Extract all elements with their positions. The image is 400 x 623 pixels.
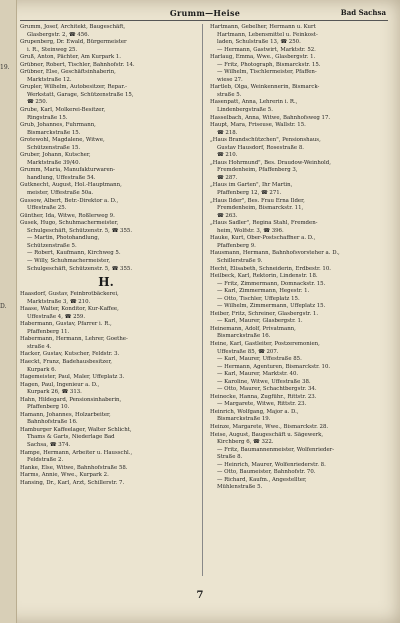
directory-entry-continuation: laden, Schulstraße 13, ☎ 250. — [217, 39, 301, 46]
directory-entry: Gusek, Hugo, Schuhmachermeister, — [20, 220, 119, 227]
directory-entry: Haasdorf, Gustav, Feinbrotbäckerei, — [20, 291, 119, 298]
directory-entry-continuation: — Martin, Photohandlung, — [27, 235, 100, 242]
directory-entry-continuation: — Karoline, Witwe, Uffestraße 38. — [217, 378, 311, 385]
directory-entry-continuation: — Willy, Schuhmachermeister, — [27, 257, 111, 264]
directory-entry: Grotewohl, Magdalene, Witwe, — [20, 137, 105, 144]
directory-entry-continuation: — Fritz, Photograph, Bismarckstr. 15. — [217, 61, 321, 68]
directory-entry: Heiber, Fritz, Schreiner, Glasbergstr. 1. — [210, 310, 319, 317]
directory-entry: Heinemann, Adolf, Privatmann, — [210, 325, 296, 332]
directory-entry-continuation: — Karl, Maurer, Marktstr. 40. — [217, 371, 299, 378]
directory-entry-continuation: Pfaffenberg 11. — [27, 328, 70, 335]
directory-entry-continuation: Kurpark 26, ☎ 313. — [27, 389, 82, 396]
directory-entry: Hampe, Hermann, Arbeiter u. Hausschl., — [20, 449, 133, 456]
directory-entry: Heilbeck, Karl, Rektorin, Lindenstr. 18. — [210, 273, 318, 280]
directory-entry: Habermann, Gustav, Pfarrer i. R., — [20, 321, 112, 328]
directory-entry-continuation: — Karl, Zimmermann, Hegestr. 1. — [217, 288, 310, 295]
directory-entry-continuation: Marktstraße 12. — [27, 76, 72, 83]
directory-entry: Gutknecht, August, Hol.-Hauptmann, — [20, 182, 122, 189]
directory-entry-continuation: Bahnhofstraße 16. — [27, 419, 78, 426]
directory-entry: Gussow, Albert, Betr.-Direktor a. D., — [20, 197, 119, 204]
left-column — [20, 24, 192, 579]
directory-entry-continuation: handlung, Uffestraße 54. — [27, 174, 96, 181]
directory-entry: Hasenpatt, Anna, Lehrerin i. R., — [210, 99, 298, 106]
directory-entry-continuation: Lindenbergstraße 5. — [217, 107, 273, 114]
directory-entry-continuation: — Karl, Maurer, Uffestraße 85. — [217, 356, 302, 363]
directory-entry-continuation: i. R., Steinweg 25. — [27, 46, 78, 53]
directory-entry-continuation: Pfaffenberg 10. — [27, 404, 70, 411]
directory-entry-continuation: — Fritz, Zimmermann, Domnackstr. 15. — [217, 280, 326, 287]
directory-entry-continuation: — Hermann, Gastwirt, Marktstr. 52. — [217, 46, 316, 53]
directory-entry: Grupler, Wilhelm, Autobesitzer, Repar.- — [20, 84, 127, 91]
directory-entry-continuation: Marktstraße 39/40. — [27, 159, 81, 166]
directory-entry-continuation: Schützenstraße 5. — [27, 242, 77, 249]
directory-entry: Gruß, Anton, Pächter, Am Kurpark 1. — [20, 54, 121, 61]
directory-entry: Hagemeister, Paul, Maler, Uffeplatz 3. — [20, 374, 125, 381]
directory-entry: Grub, Johannes, Fuhrmann, — [20, 122, 96, 129]
directory-entry-continuation: Uffestraße 4, ☎ 259. — [27, 313, 86, 320]
directory-entry-continuation: Pfaffenberg 9. — [217, 242, 256, 249]
page-number: 7 — [196, 590, 204, 601]
directory-entry: Haase, Walter, Konditor, Kur-Kaffee, — [20, 306, 119, 313]
adjacent-page-margin — [0, 0, 17, 623]
directory-entry-continuation: Bismarckstraße 15. — [27, 129, 81, 136]
directory-entry: Hamburger Kaffeelager, Walter Schlicht, — [20, 426, 132, 433]
directory-entry: „Haus Brandschützchen", Pensionshaus, — [210, 137, 321, 144]
margin-mark-1: D. — [0, 303, 7, 310]
directory-entry: Grumm, Maria, Manufakturwaren- — [20, 167, 115, 174]
directory-entry-continuation: — Richard, Kaufm., Angestellter, — [217, 476, 307, 483]
directory-entry-continuation: Thams & Garts, Niederlage Bad — [27, 434, 115, 441]
column-divider — [202, 24, 203, 576]
right-column — [210, 24, 382, 579]
directory-entry-continuation: Pfaffenberg 12, ☎ 271. — [217, 190, 282, 197]
directory-entry-continuation: Schützenstraße 15. — [27, 144, 81, 151]
directory-entry-continuation: ☎ 218. — [217, 129, 238, 136]
directory-entry: Gruber, Johann, Kutscher, — [20, 152, 91, 159]
directory-entry: Habermann, Hermann, Lehrer, Goethe- — [20, 336, 128, 343]
running-header — [20, 8, 390, 20]
directory-entry-continuation: — Otto, Tischler, Uffeplatz 15. — [217, 295, 300, 302]
directory-entry-continuation: ☎ 210. — [217, 152, 238, 159]
directory-entry-continuation: Feldstraße 2. — [27, 457, 64, 464]
directory-entry: Hanke, Else, Witwe, Bahnhofstraße 58. — [20, 464, 128, 471]
directory-entry: Heinecke, Hanna, Zugführ., Rittstr. 23. — [210, 393, 317, 400]
directory-entry: Hausmann, Hermann, Bahnhofsvorsteher a. D., — [210, 250, 340, 257]
directory-entry-continuation: — Heinrich, Maurer, Wolfenriederstr. 8. — [217, 461, 326, 468]
header-title: Grumm—Heise — [169, 8, 241, 18]
directory-entry-continuation: Ringstraße 15. — [27, 114, 68, 121]
directory-entry: „Haus Hohrmund", Bes. Draudow-Weinhold, — [210, 159, 331, 166]
directory-entry-continuation: — Hermann, Agenturen, Bismarckstr. 10. — [217, 363, 331, 370]
directory-entry: Grupenberg, Dr. Ewald, Bürgermeister — [20, 39, 127, 46]
directory-entry: Hartleb, Olga, Weinkennerin, Bismarck- — [210, 84, 320, 91]
directory-entry: Hartmann, Gebelher, Hermann u. Kurt — [210, 24, 316, 30]
directory-entry: „Haus im Garten", Ihr Martin, — [210, 182, 293, 189]
directory-entry-continuation: — Margarete, Witwe, Rittstr. 23. — [217, 401, 307, 408]
directory-entry-continuation: — Robert, Kaufmann, Kirchweg 5. — [27, 250, 121, 257]
directory-entry-continuation: ☎ 250. — [27, 99, 48, 106]
header-section: Bad Sachsa — [340, 8, 386, 17]
directory-entry-continuation: Schillerstraße 9. — [217, 257, 263, 264]
directory-entry-continuation: Uffestraße 85, ☎ 207. — [217, 348, 279, 355]
directory-entry: Grumm, Josef, Architekt, Baugeschäft, — [20, 24, 126, 30]
directory-entry: Hecht, Elisabeth, Schneiderin, Erdbestr. 10. — [210, 265, 331, 272]
directory-entry-continuation: — Otto, Maurer, Schachtbergstr. 34. — [217, 386, 317, 393]
directory-entry-continuation: Schulgeschäft, Schützenstr. 5, ☎ 355. — [27, 227, 133, 234]
directory-entry-continuation: Marktstraße 3, ☎ 210. — [27, 298, 91, 305]
directory-entry-continuation: Werkstatt, Garage, Schützenstraße 15, — [27, 91, 134, 98]
directory-entry: Grübner, Else, Geschäftsinhaberin, — [20, 69, 116, 76]
directory-entry-continuation: Sachsa, ☎ 374. — [27, 441, 71, 448]
directory-entry: Hansing, Dr., Karl, Arzt, Schillerstr. 7. — [20, 479, 125, 486]
directory-entry-continuation: Uffestraße 25. — [27, 205, 67, 212]
directory-entry: Haupt, Mara, Friseuse, Wallstr. 15. — [210, 122, 306, 129]
directory-entry-continuation: Kurpark 6. — [27, 366, 57, 373]
directory-entry-continuation: Kirchberg 6, ☎ 322. — [217, 439, 274, 446]
directory-entry-continuation: heim, Wolfstr. 3, ☎ 396. — [217, 227, 284, 234]
directory-entry: „Haus Sadler", Regina Stahl, Fremden- — [210, 220, 318, 227]
directory-entry-continuation: Straße 8. — [217, 454, 243, 461]
directory-entry-continuation: ☎ 263. — [217, 212, 238, 219]
directory-entry: Grube, Karl, Molkerei-Besitzer, — [20, 107, 106, 114]
directory-entry: Günther, Ida, Witwe, Roßlerweg 9. — [20, 212, 115, 219]
directory-entry-continuation: Mühlenstraße 5. — [217, 484, 263, 491]
directory-entry: Hahn, Hildegard, Pensionsinhaberin, — [20, 396, 122, 403]
directory-entry-continuation: ☎ 287. — [217, 174, 238, 181]
directory-entry: Harms, Annie, Wwe., Kurpark 2. — [20, 472, 109, 479]
margin-mark-0: 19. — [0, 64, 10, 71]
directory-entry: Harlaug, Emma, Wwe., Glasbergstr. 1. — [210, 54, 316, 61]
directory-entry: Heise, August, Baugeschäft u. Sägewerk, — [210, 431, 324, 438]
directory-entry-continuation: wiese 27. — [217, 76, 243, 83]
directory-entry-continuation: — Wilhelm, Zimmermann, Uffeplatz 15. — [217, 303, 326, 310]
directory-entry-continuation: Bismarckstraße 16. — [217, 333, 271, 340]
directory-entry: Grübner, Robert, Tischler, Bahnhofstr. 14. — [20, 61, 135, 68]
header-rule — [20, 20, 388, 21]
directory-entry: Hagen, Paul, Ingenieur a. D., — [20, 381, 100, 388]
directory-entry-continuation: Glasbergstr. 2, ☎ 456. — [27, 31, 90, 38]
directory-entry-continuation: — Wilhelm, Tischlermeister, Pfaffen- — [217, 69, 317, 76]
directory-entry-continuation: — Fritz, Baumannenmeister, Wolfenrieder- — [217, 446, 335, 453]
directory-entry-continuation: Fremdenheim, Pfaffenberg 3, — [217, 167, 298, 174]
directory-entry-continuation: straße 4. — [27, 343, 52, 350]
directory-entry: Haeckt, Franz, Badehausbesitzer, — [20, 358, 113, 365]
directory-entry-continuation: Hartmann, Lebensmittel u. Feinkost- — [217, 31, 318, 38]
directory-entry-continuation: Bismarckstraße 19. — [217, 416, 271, 423]
directory-entry-continuation: Fremdenheim, Bismarckstr. 11, — [217, 205, 304, 212]
section-letter: H. — [98, 275, 114, 290]
directory-entry: Hacker, Gustav, Kutscher, Feldstr. 3. — [20, 351, 120, 358]
directory-entry: Hasselbach, Anna, Witwe, Bahnhofsweg 17. — [210, 114, 331, 121]
directory-entry-continuation: Schulgeschäft, Schützenstr. 5, ☎ 355. — [27, 265, 133, 272]
directory-entry-continuation: meister, Uffestraße 50a. — [27, 190, 94, 197]
directory-entry: Hauke, Kurt, Ober-Postschaffner a. D., — [210, 235, 316, 242]
directory-entry: Heinze, Margarete, Wwe., Bismarckstr. 28. — [210, 423, 329, 430]
directory-entry: Hamann, Johannes, Holzarbeiter, — [20, 411, 111, 418]
directory-entry-continuation: straße 5. — [217, 91, 242, 98]
directory-entry: Heinrich, Wolfgang, Major a. D., — [210, 408, 299, 415]
directory-entry-continuation: — Karl, Maurer, Glasbergstr. 1. — [217, 318, 303, 325]
directory-entry: „Haus Ilder", Bes. Frau Erna Ilder, — [210, 197, 305, 204]
directory-entry: Heine, Karl, Gastleiter, Postzeremonien, — [210, 340, 320, 347]
directory-entry-continuation: — Otto, Baumeister, Bahnhofstr. 70. — [217, 469, 316, 476]
directory-entry-continuation: Gustav Hausdorf, Rosestraße 8. — [217, 144, 304, 151]
